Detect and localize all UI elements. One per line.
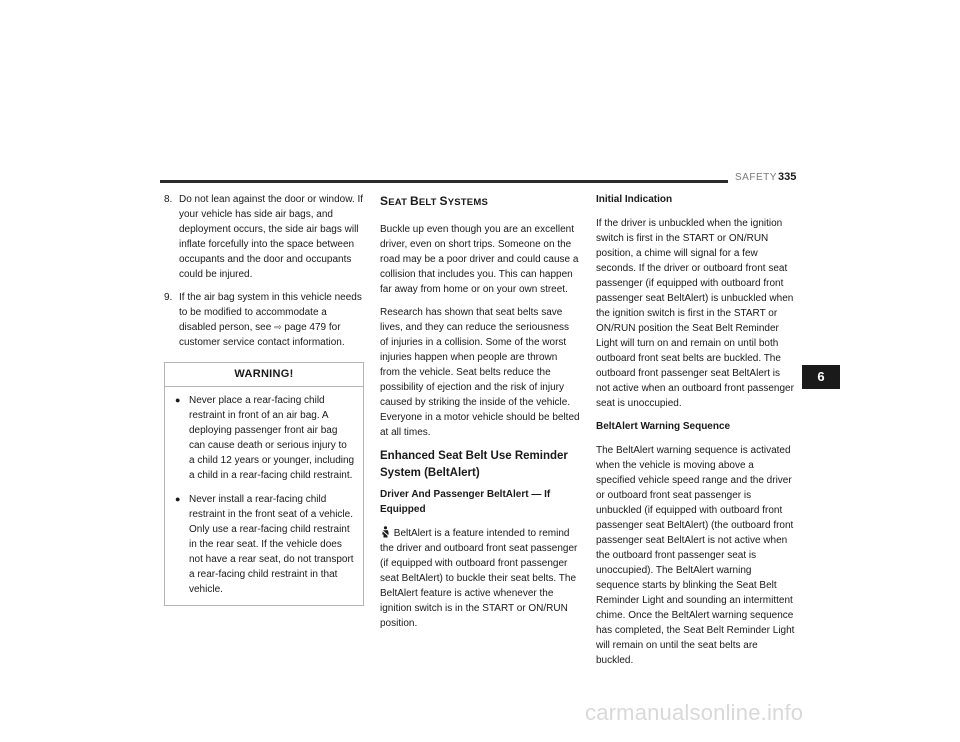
page-number: 335 [778, 171, 797, 183]
title-part: YSTEMS [447, 197, 488, 208]
section-title [380, 192, 580, 212]
title-part: S [439, 194, 448, 208]
list-item-9 [164, 290, 364, 350]
paragraph: The BeltAlert warning sequence is activated when the vehicle is moving above a specified vehicle speed range and the driver or outboard front seat passenger is unbuckled (if equipped with outboard front passenger seat BeltAlert) (the outboard front passenger seat BeltAlert is not active when the outboard front passenger seat is unoccupied). The BeltAlert warning sequence starts by blinking the Seat Belt Reminder Light and sounding an intermittent chime. Once the BeltAlert warning sequence has completed, the Seat Belt Reminder Light will remain on until the seat belts are buckled. [596, 445, 795, 666]
list-text: Do not lean against the door or window. If your vehicle has side air bags, and deployment occurs, the side air bags will inflate forcefully into the space between occupants and the door and occupants could be injured. [179, 194, 364, 280]
list-number: 8. [164, 194, 173, 205]
header-rule [160, 180, 728, 183]
warning-bullet [175, 393, 355, 483]
title-part: S [380, 194, 389, 208]
page-reference-link[interactable]: page 479 for customer service contact information. [179, 322, 345, 348]
list-text [179, 290, 364, 350]
heading-warning-sequence: BeltAlert Warning Sequence [596, 421, 731, 432]
seat-belt-icon [380, 526, 391, 538]
bullet-text: Never install a rear-facing child restraint in the front seat of a vehicle. Only use a rear-facing child restraint in the rear seat. If the vehicle does not have a rear seat, do not transport a rear-facing child restraint in that vehicle. [189, 494, 354, 595]
warning-body [165, 387, 363, 605]
paragraph: If the driver is unbuckled when the ignition switch is first in the START or ON/RUN position, a chime will signal for a few seconds. If the driver or outboard front seat passenger (if equipped with outboard front passenger seat BeltAlert) is unbuckled when the ignition switch is first in the START or ON/RUN position the Seat Belt Reminder Light will turn on and remain on until both outboard front seat belts are buckled. The outboard front passenger seat BeltAlert is not active when an outboard front passenger seat is unoccupied. [596, 218, 794, 409]
chapter-tab: 6 [802, 365, 840, 389]
column-right [596, 192, 796, 676]
heading-initial-indication: Initial Indication [596, 194, 673, 205]
subsection-title: Enhanced Seat Belt Use Reminder System (BeltAlert) [380, 450, 568, 479]
running-header-section: SAFETY [735, 172, 777, 183]
bullet-icon: ● [175, 395, 181, 405]
page-reference-arrow-icon: ⇨ [274, 322, 282, 332]
warning-title: WARNING! [165, 362, 363, 387]
paragraph-text: BeltAlert is a feature intended to remind the driver and outboard front seat passenger (if equipped with outboard front passenger seat BeltAlert) to buckle their seat belts. The BeltAlert feature is active whenever the ignition switch is in the START or ON/RUN position. [380, 528, 578, 629]
title-part: EAT [388, 197, 410, 208]
column-left [164, 192, 364, 606]
list-text-before-ref: If the air bag system in this vehicle needs to be modified to accommodate a disabled person, see [179, 292, 362, 333]
list-item-8 [164, 192, 364, 282]
title-part: B [409, 194, 419, 208]
warning-bullet [175, 492, 355, 597]
watermark: carmanualsonline.info [585, 700, 804, 725]
paragraph: Buckle up even though you are an excellent driver, even on short trips. Someone on the road may be a poor driver and could cause a collision that includes you. This can happen far away from home or on your own street. [380, 224, 579, 295]
subsubsection-title: Driver And Passenger BeltAlert — If Equipped [380, 489, 551, 515]
list-number: 9. [164, 292, 173, 303]
bullet-text: Never place a rear-facing child restraint in front of an air bag. A deploying passenger front air bag can cause death or serious injury to a child 12 years or younger, including a child in a rear-facing child restraint. [189, 395, 355, 481]
warning-box [164, 362, 364, 606]
title-part: ELT [418, 197, 440, 208]
column-middle [380, 192, 580, 639]
paragraph-beltalert [380, 526, 580, 631]
paragraph: Research has shown that seat belts save lives, and they can reduce the seriousness of injuries in a collision. Some of the worst injuries happen when people are thrown from the vehicle. Seat belts reduce the possibility of ejection and the risk of injury caused by striking the inside of the vehicle. Everyone in a motor vehicle should be belted at all times. [380, 307, 580, 438]
bullet-icon: ● [175, 494, 181, 504]
